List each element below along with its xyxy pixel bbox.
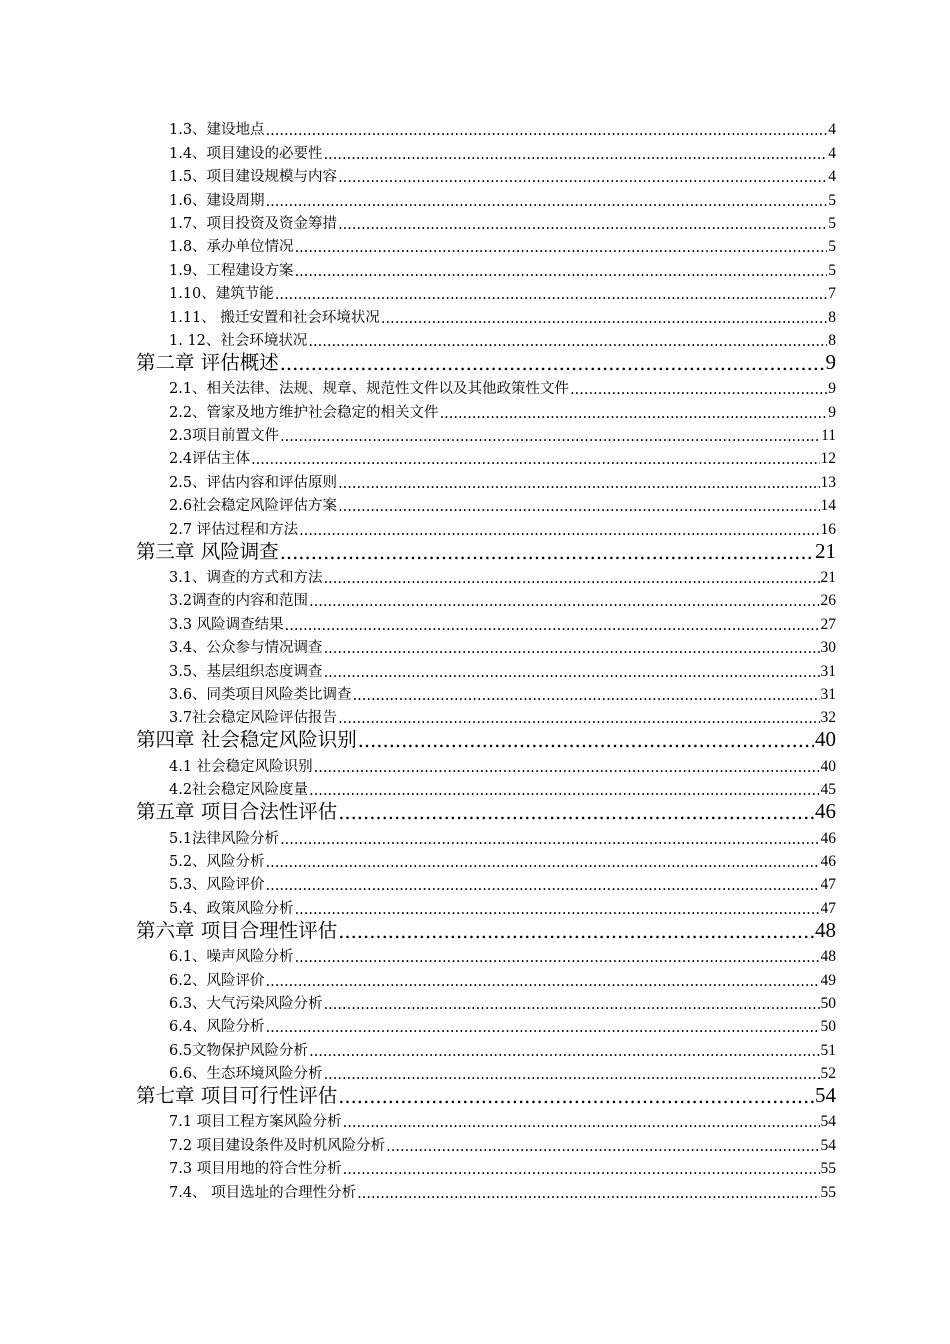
toc-entry-title: 3.3 风险调查结果 — [169, 616, 284, 633]
toc-page-number: 46 — [820, 829, 836, 847]
toc-entry-title: 3.4、公众参与情况调查 — [169, 640, 323, 657]
toc-entry-title: 7.4、 项目选址的合理性分析 — [169, 1184, 357, 1201]
dot-leader — [295, 264, 828, 280]
toc-section-entry[interactable] — [136, 1108, 836, 1131]
toc-section-entry[interactable] — [136, 564, 836, 587]
toc-page-number: 21 — [820, 569, 836, 587]
dot-leader — [266, 1020, 820, 1036]
toc-chapter-entry[interactable] — [136, 350, 836, 375]
toc-page-number: 21 — [815, 538, 836, 563]
dot-leader — [266, 878, 820, 894]
toc-entry-title: 2.4评估主体 — [169, 451, 251, 468]
toc-page-number: 4 — [828, 168, 836, 186]
toc-section-entry[interactable] — [136, 280, 836, 303]
toc-entry-title: 6.3、大气污染风险分析 — [169, 995, 323, 1012]
toc-page-number: 9 — [825, 349, 836, 374]
toc-entry-title: 5.3、风险评价 — [169, 877, 265, 894]
toc-entry-title: 4.2社会稳定风险度量 — [169, 782, 309, 799]
dot-leader — [338, 170, 827, 186]
toc-section-entry[interactable] — [136, 1178, 836, 1201]
toc-section-entry[interactable] — [136, 966, 836, 989]
toc-page-number: 8 — [828, 308, 836, 326]
dot-leader — [338, 217, 827, 233]
toc-chapter-entry[interactable] — [136, 799, 836, 824]
toc-page-number: 9 — [828, 403, 836, 421]
toc-page-number: 40 — [820, 757, 836, 775]
toc-page-number: 54 — [820, 1136, 836, 1154]
toc-section-entry[interactable] — [136, 210, 836, 233]
toc-entry-title: 第四章 社会稳定风险识别 — [136, 728, 357, 752]
toc-entry-title: 1.5、项目建设规模与内容 — [169, 169, 338, 186]
toc-section-entry[interactable] — [136, 1013, 836, 1036]
toc-section-entry[interactable] — [136, 445, 836, 468]
toc-page-number: 7 — [828, 285, 836, 303]
toc-entry-title: 1.10、建筑节能 — [169, 286, 274, 303]
dot-leader — [266, 194, 828, 210]
dot-leader — [266, 123, 828, 139]
toc-section-entry[interactable] — [136, 848, 836, 871]
dot-leader — [275, 287, 827, 303]
dot-leader — [309, 783, 819, 799]
toc-entry-title: 7.2 项目建设条件及时机风险分析 — [169, 1137, 386, 1154]
toc-section-entry[interactable] — [136, 139, 836, 162]
toc-page-number: 8 — [828, 331, 836, 349]
toc-section-entry[interactable] — [136, 752, 836, 775]
toc-entry-title: 6.4、风险分析 — [169, 1019, 265, 1036]
dot-leader — [280, 541, 814, 564]
toc-section-entry[interactable] — [136, 163, 836, 186]
toc-section-entry[interactable] — [136, 468, 836, 491]
toc-entry-title: 3.7社会稳定风险评估报告 — [169, 710, 338, 727]
toc-entry-title: 2.7 评估过程和方法 — [169, 521, 299, 538]
toc-chapter-entry[interactable] — [136, 1083, 836, 1108]
dot-leader — [295, 240, 828, 256]
toc-section-entry[interactable] — [136, 1155, 836, 1178]
dot-leader — [338, 711, 819, 727]
toc-entry-title: 第三章 风险调查 — [136, 539, 279, 563]
toc-section-entry[interactable] — [136, 634, 836, 657]
dot-leader — [338, 476, 819, 492]
toc-page-number: 49 — [820, 971, 836, 989]
toc-page-number: 5 — [828, 261, 836, 279]
toc-section-entry[interactable] — [136, 186, 836, 209]
toc-entry-title: 1.3、建设地点 — [169, 122, 265, 139]
toc-entry-title: 2.3项目前置文件 — [169, 428, 280, 445]
dot-leader — [324, 1067, 820, 1083]
toc-page-number: 50 — [820, 1018, 836, 1036]
toc-page-number: 46 — [820, 852, 836, 870]
toc-page-number: 32 — [820, 709, 836, 727]
toc-section-entry[interactable] — [136, 1131, 836, 1154]
toc-page-number: 48 — [815, 917, 836, 942]
toc-page-number: 45 — [820, 781, 836, 799]
toc-page-number: 12 — [820, 450, 836, 468]
toc-page-number: 5 — [828, 238, 836, 256]
dot-leader — [295, 902, 820, 918]
toc-section-entry[interactable] — [136, 587, 836, 610]
toc-entry-title: 第二章 评估概述 — [136, 350, 279, 374]
toc-entry-title: 6.6、生态环境风险分析 — [169, 1066, 323, 1083]
toc-page-number: 47 — [820, 899, 836, 917]
dot-leader — [280, 429, 820, 445]
toc-page-number: 16 — [820, 520, 836, 538]
toc-chapter-entry[interactable] — [136, 918, 836, 943]
toc-entry-title: 2.6社会稳定风险评估方案 — [169, 498, 338, 515]
toc-page-number: 52 — [820, 1065, 836, 1083]
dot-leader — [324, 641, 820, 657]
toc-entry-title: 2.1、相关法律、法规、规章、规范性文件以及其他政策性文件 — [169, 381, 570, 398]
toc-entry-title: 1.9、工程建设方案 — [169, 262, 294, 279]
dot-leader — [280, 352, 825, 375]
toc-section-entry[interactable] — [136, 398, 836, 421]
dot-leader — [338, 499, 819, 515]
dot-leader — [338, 920, 814, 943]
toc-section-entry[interactable] — [136, 871, 836, 894]
dot-leader — [299, 523, 819, 539]
dot-leader — [309, 594, 819, 610]
toc-chapter-entry[interactable] — [136, 539, 836, 564]
toc-page-number: 40 — [815, 727, 836, 752]
dot-leader — [309, 1044, 819, 1060]
toc-page-number: 4 — [828, 144, 836, 162]
toc-entry-title: 5.4、政策风险分析 — [169, 900, 294, 917]
toc-entry-title: 6.5文物保护风险分析 — [169, 1042, 309, 1059]
toc-page-number: 5 — [828, 191, 836, 209]
toc-section-entry[interactable] — [136, 375, 836, 398]
toc-page-number: 4 — [828, 121, 836, 139]
toc-page-number: 26 — [820, 592, 836, 610]
dot-leader — [343, 1162, 820, 1178]
dot-leader — [308, 334, 827, 350]
toc-entry-title: 3.1、调查的方式和方法 — [169, 570, 323, 587]
dot-leader — [358, 729, 814, 752]
toc-section-entry[interactable] — [136, 1036, 836, 1059]
dot-leader — [338, 1085, 814, 1108]
toc-entry-title: 4.1 社会稳定风险识别 — [169, 758, 313, 775]
toc-section-entry[interactable] — [136, 943, 836, 966]
toc-section-entry[interactable] — [136, 824, 836, 847]
toc-page-number: 5 — [828, 214, 836, 232]
toc-section-entry[interactable] — [136, 116, 836, 139]
toc-page-number: 54 — [820, 1113, 836, 1131]
toc-page-number: 13 — [820, 473, 836, 491]
toc-page-number: 55 — [820, 1160, 836, 1178]
dot-leader — [343, 1115, 820, 1131]
toc-entry-title: 5.1法律风险分析 — [169, 830, 280, 847]
dot-leader — [266, 855, 820, 871]
dot-leader — [386, 1139, 819, 1155]
dot-leader — [324, 997, 820, 1013]
toc-entry-title: 1.11、 搬迁安置和社会环境状况 — [169, 309, 380, 326]
toc-page-number: 48 — [820, 948, 836, 966]
toc-page-number: 31 — [820, 662, 836, 680]
toc-page-number: 27 — [820, 615, 836, 633]
toc-section-entry[interactable] — [136, 681, 836, 704]
toc-entry-title: 第七章 项目可行性评估 — [136, 1084, 338, 1108]
dot-leader — [280, 832, 819, 848]
toc-page-number: 31 — [820, 685, 836, 703]
dot-leader — [440, 406, 828, 422]
dot-leader — [353, 688, 820, 704]
toc-section-entry[interactable] — [136, 657, 836, 680]
toc-section-entry[interactable] — [136, 233, 836, 256]
toc-entry-title: 3.6、同类项目风险类比调查 — [169, 686, 352, 703]
dot-leader — [570, 382, 827, 398]
toc-entry-title: 7.1 项目工程方案风险分析 — [169, 1114, 342, 1131]
toc-page-number: 11 — [821, 427, 836, 445]
dot-leader — [338, 801, 814, 824]
dot-leader — [324, 571, 820, 587]
toc-entry-title: 5.2、风险分析 — [169, 853, 265, 870]
dot-leader — [324, 665, 820, 681]
toc-page-number: 51 — [820, 1041, 836, 1059]
toc-page-number: 14 — [820, 497, 836, 515]
toc-page-number: 54 — [815, 1083, 836, 1108]
toc-entry-title: 1.6、建设周期 — [169, 192, 265, 209]
dot-leader — [251, 452, 819, 468]
toc-page-number: 47 — [820, 876, 836, 894]
toc-entry-title: 7.3 项目用地的符合性分析 — [169, 1161, 342, 1178]
toc-entry-title: 6.1、噪声风险分析 — [169, 949, 294, 966]
toc-entry-title: 1.4、项目建设的必要性 — [169, 145, 323, 162]
toc-page-number: 46 — [815, 799, 836, 824]
dot-leader — [285, 618, 820, 634]
dot-leader — [324, 147, 828, 163]
toc-entry-title: 第五章 项目合法性评估 — [136, 800, 338, 824]
toc-page-number: 9 — [828, 380, 836, 398]
toc-section-entry[interactable] — [136, 422, 836, 445]
toc-chapter-entry[interactable] — [136, 727, 836, 752]
toc-section-entry[interactable] — [136, 990, 836, 1013]
toc-entry-title: 3.5、基层组织态度调查 — [169, 663, 323, 680]
toc-section-entry[interactable] — [136, 256, 836, 279]
table-of-contents — [136, 116, 836, 1202]
toc-entry-title: 2.2、管家及地方维护社会稳定的相关文件 — [169, 404, 439, 421]
toc-entry-title: 3.2调查的内容和范围 — [169, 593, 309, 610]
toc-entry-title: 1.7、项目投资及资金筹措 — [169, 215, 338, 232]
toc-section-entry[interactable] — [136, 610, 836, 633]
toc-entry-title: 1. 12、社会环境状况 — [169, 332, 308, 349]
toc-page-number: 50 — [820, 994, 836, 1012]
toc-entry-title: 1.8、承办单位情况 — [169, 239, 294, 256]
dot-leader — [266, 974, 820, 990]
dot-leader — [381, 311, 827, 327]
toc-page-number: 55 — [820, 1183, 836, 1201]
toc-entry-title: 第六章 项目合理性评估 — [136, 918, 338, 942]
dot-leader — [295, 950, 820, 966]
toc-entry-title: 2.5、评估内容和评估原则 — [169, 474, 338, 491]
toc-entry-title: 6.2、风险评价 — [169, 972, 265, 989]
toc-section-entry[interactable] — [136, 492, 836, 515]
dot-leader — [314, 760, 820, 776]
dot-leader — [357, 1186, 819, 1202]
toc-page-number: 30 — [820, 639, 836, 657]
toc-section-entry[interactable] — [136, 303, 836, 326]
